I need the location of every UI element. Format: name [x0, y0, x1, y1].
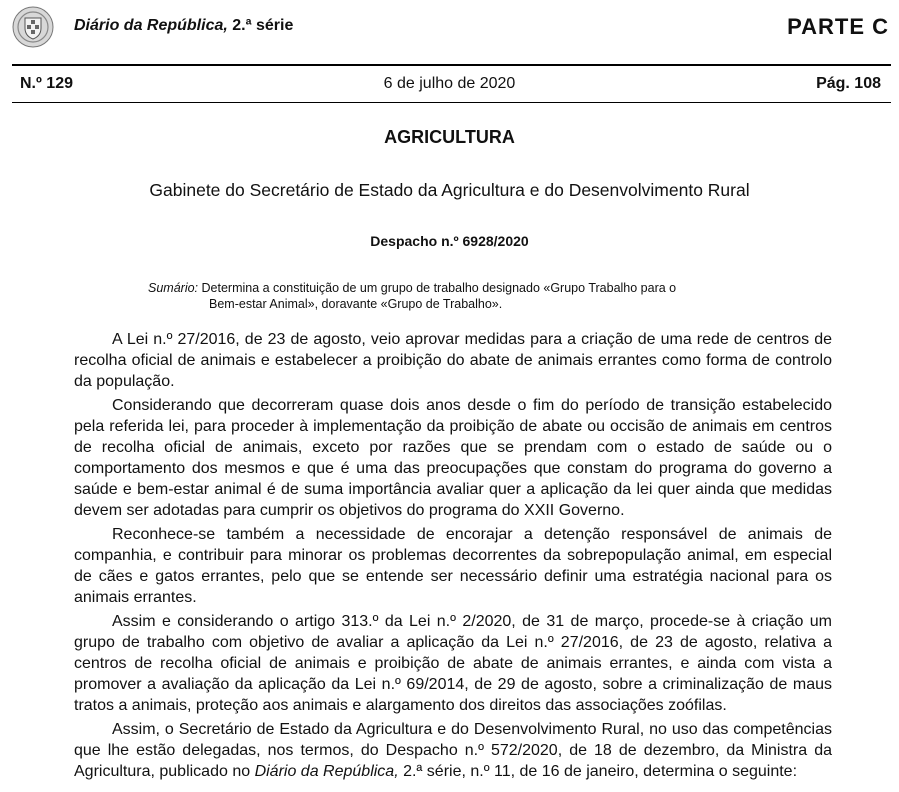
journal-reference: Diário da República, [254, 763, 399, 780]
coat-of-arms-icon [12, 6, 54, 48]
body-paragraph-last [74, 719, 832, 782]
summary-label: Sumário: [148, 281, 199, 295]
journal-title [74, 17, 293, 35]
header-rule-bottom [12, 102, 891, 103]
summary-line-2: Bem-estar Animal», doravante «Grupo de Trabalho». [209, 297, 503, 311]
journal-series: 2.ª série [227, 17, 294, 34]
issue-meta-row [0, 75, 899, 97]
last-paragraph-start: Assim, o Secretário de Estado da Agricultura e do Desenvolvimento Rural, no uso das competências que lhe estão delegadas, nos termos, do Despacho n.º 572/2020, de 18 de dezembro, da Ministra da Agricultura, publicado no [74, 721, 832, 780]
body-paragraph: Considerando que decorreram quase dois anos desde o fim do período de transição estabelecido pela referida lei, para proceder à implementação da proibição de abate ou occisão de animais em centros de recolha oficial de animais, exceto por razões que se prendam com o estado de saúde ou o comportamento dos mesmos e que é uma das preocupações que constam do programa do governo a saúde e bem-estar animal é de suma importância avaliar quer a aplicação da lei quer ainda que medidas devem ser adotadas para cumprir os objetivos do programa do XXII Governo. [74, 397, 832, 519]
body-paragraph: Assim e considerando o artigo 313.º da Lei n.º 2/2020, de 31 de março, procede-se à criação um grupo de trabalho com objetivo de avaliar a aplicação da Lei n.º 27/2016, de 23 de agosto, relativa a centros de recolha oficial de animais e proibição de abate de animais errantes, e ainda com vista a promover a avaliação da aplicação da Lei n.º 69/2014, de 29 de agosto, sobre a criminalização de maus tratos a animais, proteção aos animais e alargamento dos direitos das associações zoófilas. [74, 613, 832, 714]
parte-label: PARTE C [787, 14, 889, 39]
issue-number: N.º 129 [20, 75, 73, 92]
despacho-title: Despacho n.º 6928/2020 [370, 233, 529, 249]
issue-date: 6 de julho de 2020 [383, 75, 516, 92]
document-body [74, 329, 832, 782]
summary-block [148, 280, 768, 312]
section-title: AGRICULTURA [384, 127, 515, 147]
journal-name: Diário da República, [74, 17, 228, 34]
header-rule-top [12, 64, 891, 66]
body-paragraph: Reconhece-se também a necessidade de encorajar a detenção responsável de animais de companhia, e contribuir para minorar os problemas decorrentes da sobrepopulação animal, em especial de cães e gatos errantes, pelo que se entende ser necessário definir uma estratégia nacional para os animais errantes. [74, 526, 832, 606]
page-header [0, 0, 899, 66]
summary-line-1: Determina a constituição de um grupo de trabalho designado «Grupo Trabalho para o [198, 281, 677, 295]
office-title: Gabinete do Secretário de Estado da Agricultura e do Desenvolvimento Rural [149, 180, 750, 200]
body-paragraph: A Lei n.º 27/2016, de 23 de agosto, veio aprovar medidas para a criação de uma rede de centros de recolha oficial de animais e estabelecer a proibição do abate de animais errantes como forma de controlo da população. [74, 331, 832, 390]
page-number: Pág. 108 [816, 75, 881, 92]
last-paragraph-end: 2.ª série, n.º 11, de 16 de janeiro, determina o seguinte: [398, 763, 798, 780]
